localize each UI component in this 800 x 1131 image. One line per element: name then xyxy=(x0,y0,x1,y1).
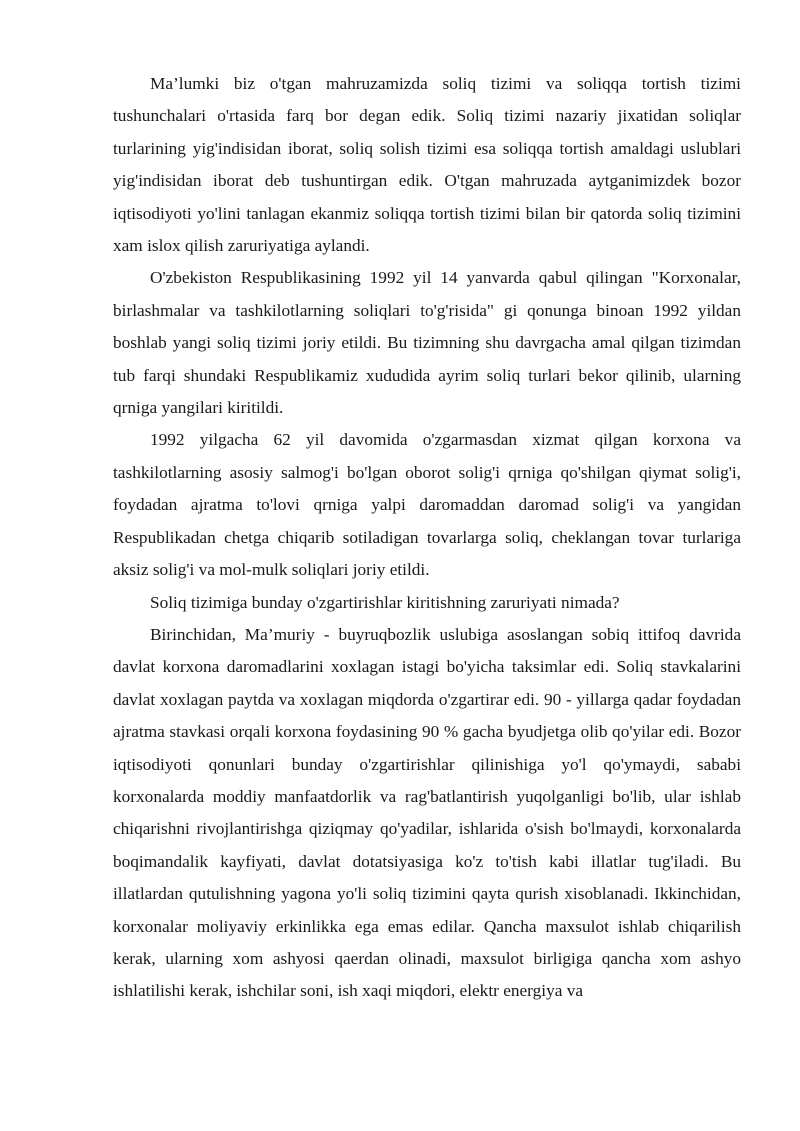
paragraph-question: Soliq tizimiga bunday o'zgartirishlar kiritishning zaruriyati nimada? xyxy=(150,592,620,612)
paragraph-law-1992: O'zbekiston Respublikasining 1992 yil 14 yanvarda qabul qilingan "Korxonalar, birlashmalar va tashkilotlarning soliqlari to'g'risida" gi qonunga binoan 1992 yildan boshlab yangi soliq tizimi joriy etildi. Bu tizimning shu davrgacha amal qilgan tizimdan tub farqi shundaki Respublikamiz xududida ayrim soliq turlari bekor qilinib, ularning qrniga yangilari kiritildi. xyxy=(113,268,741,418)
paragraph-tax-changes: 1992 yilgacha 62 yil davomida o'zgarmasdan xizmat qilgan korxona va tashkilotlarning asosiy salmog'i bo'lgan oborot solig'i qrniga qo'shilgan qiymat solig'i, foydadan ajratma to'lovi qrniga yalpi daromaddan daromad solig'i va yangidan Respublikadan chetga chiqarib sotiladigan tovarlarga soliq, cheklangan tovar turlariga aksiz solig'i va mol-mulk soliqlari joriy etildi. xyxy=(113,430,741,580)
paragraph-intro: Ma’lumki biz o'tgan mahruzamizda soliq tizimi va soliqqa tortish tizimi tushunchalari o'rtasida farq bor degan edik. Soliq tizimi nazariy jixatidan soliqlar turlarining yig'indisidan iborat, soliq solish tizimi esa soliqqa tortish amaldagi uslublari yig'indisidan iborat deb tushuntirgan edik. O'tgan mahruzada aytganimizdek bozor iqtisodiyoti yo'lini tanlagan ekanmiz soliqqa tortish tizimi bilan bir qatorda soliq tizimini xam islox qilish zaruriyatiga aylandi. xyxy=(113,74,741,256)
paragraph-reasons: Birinchidan, Ma’muriy - buyruqbozlik uslubiga asoslangan sobiq ittifoq davrida davlat korxona daromadlarini xoxlagan istagi bo'yicha taksimlar edi. Soliq stavkalarini davlat xoxlagan paytda va xoxlagan miqdorda o'zgartirar edi. 90 - yillarga qadar foydadan ajratma stavkasi orqali korxona foydasining 90 % gacha byudjetga olib qo'yilar edi. Bozor iqtisodiyoti qonunlari bunday o'zgartirishlar qilinishiga yo'l qo'ymaydi, sababi korxonalarda moddiy manfaatdorlik va rag'batlantirish yuqolganligi bo'lib, ular ishlab chiqarishni rivojlantirishga qiziqmay qo'yadilar, ishlarida o'sish bo'lmaydi, korxonalarda boqimandalik kayfiyati, davlat dotatsiyasiga ko'z to'tish kabi illatlar tug'iladi. Bu illatlardan qutulishning yagona yo'li soliq tizimini qayta qurish xisoblanadi. Ikkinchidan, korxonalar moliyaviy erkinlikka ega emas edilar. Qancha maxsulot ishlab chiqarilish kerak, ularning xom ashyosi qaerdan olinadi, maxsulot birligiga qancha xom ashyo ishlatilishi kerak, ishchilar soni, ish xaqi miqdori, elektr energiya va xyxy=(113,624,741,1001)
document-page xyxy=(113,68,741,1008)
